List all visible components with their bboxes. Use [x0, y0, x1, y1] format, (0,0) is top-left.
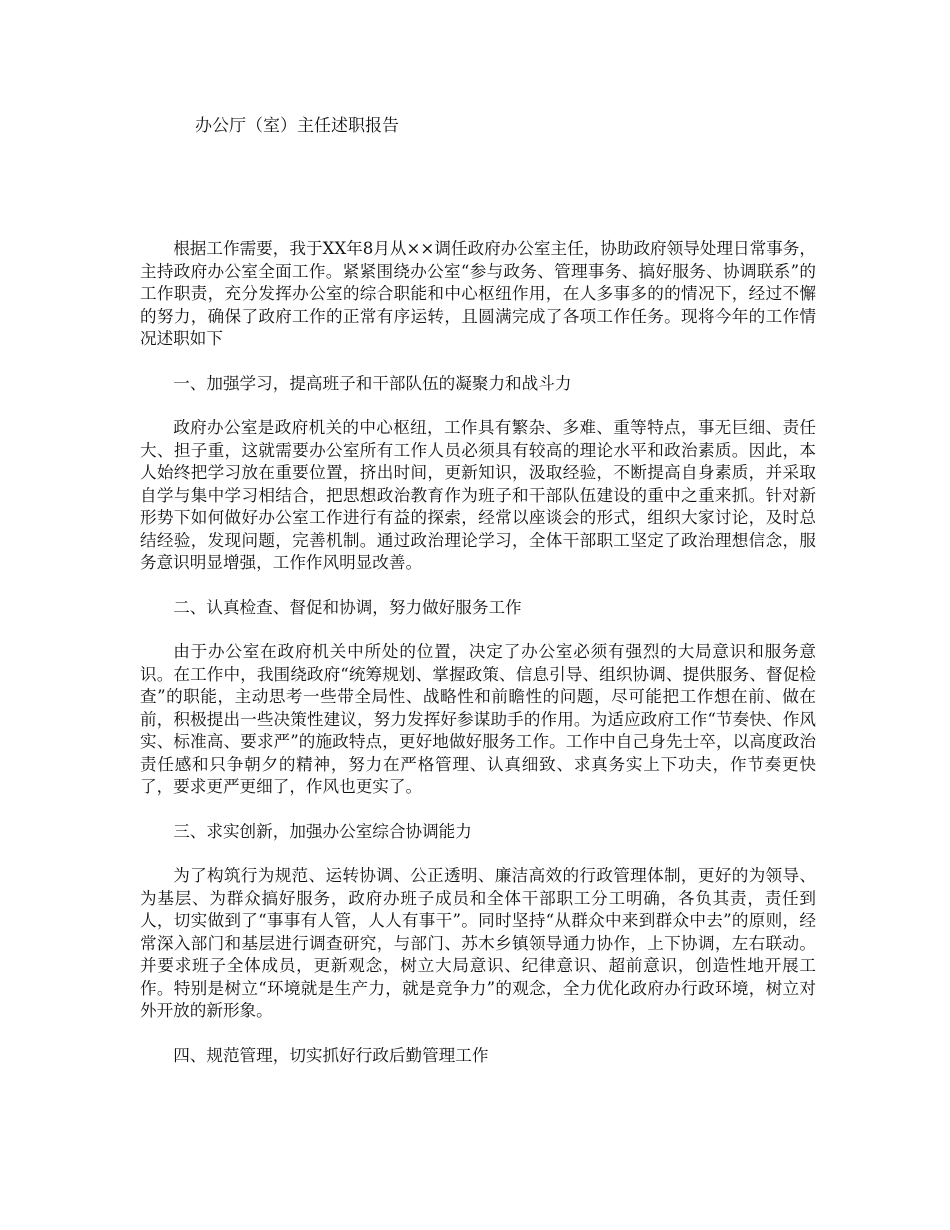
section-paragraph-2: 由于办公室在政府机关中所处的位置，决定了办公室必须有强烈的大局意识和服务意识。在工作中，我围绕政府“统筹规划、掌握政策、信息引导、组织协调、提供服务、督促检查”的职能，主动思考一些带全局性、战略性和前瞻性的问题，尽可能把工作想在前、做在前，积极提出一些决策性建议，努力发挥好参谋助手的作用。为适应政府工作“节奏快、作风实、标准高、要求严”的施政特点，更好地做好服务工作。工作中自己身先士卒，以高度政治责任感和只争朝夕的精神，努力在严格管理、认真细致、求真务实上下功夫，作节奏更快了，要求更严更细了，作风也更实了。 [140, 642, 816, 796]
section-paragraph-1: 政府办公室是政府机关的中心枢纽，工作具有繁杂、多难、重等特点，事无巨细、责任大、担子重，这就需要办公室所有工作人员必须具有较高的理论水平和政治素质。因此，本人始终把学习放在重要位置，挤出时间，更新知识，汲取经验，不断提高自身素质，并采取自学与集中学习相结合，把思想政治教育作为班子和干部队伍建设的重中之重来抓。针对新形势下如何做好办公室工作进行有益的探索，经常以座谈会的形式，组织大家讨论，及时总结经验，发现问题，完善机制。通过政治理论学习，全体干部职工坚定了政治理想信念，服务意识明显增强，工作作风明显改善。 [140, 418, 816, 572]
section-heading-4: 四、规范管理，切实抓好行政后勤管理工作 [173, 1045, 489, 1065]
intro-paragraph: 根据工作需要，我于XX年8月从××调任政府办公室主任，协助政府领导处理日常事务，主持政府办公室全面工作。紧紧围绕办公室“参与政务、管理事务、搞好服务、协调联系”的工作职责，充分发挥办公室的综合职能和中心枢纽作用，在人多事多的的情况下，经过不懈的努力，确保了政府工作的正常有序运转，且圆满完成了各项工作任务。现将今年的工作情况述职如下 [140, 239, 816, 348]
section-heading-3: 三、求实创新，加强办公室综合协调能力 [173, 821, 472, 841]
section-heading-1: 一、加强学习，提高班子和干部队伍的凝聚力和战斗力 [173, 373, 572, 393]
section-paragraph-3: 为了构筑行为规范、运转协调、公正透明、廉洁高效的行政管理体制，更好的为领导、为基层、为群众搞好服务，政府办班子成员和全体干部职工分工明确，各负其责，责任到人，切实做到了“事事有人管，人人有事干”。同时坚持“从群众中来到群众中去”的原则，经常深入部门和基层进行调查研究，与部门、苏木乡镇领导通力协作，上下协调，左右联动。并要求班子全体成员，更新观念，树立大局意识、纪律意识、超前意识，创造性地开展工作。特别是树立“环境就是生产力，就是竞争力”的观念，全力优化政府办行政环境，树立对外开放的新形象。 [140, 866, 816, 1020]
document-body [140, 238, 816, 1089]
document-title: 办公厅（室）主任述职报告 [195, 116, 399, 136]
section-heading-2: 二、认真检查、督促和协调，努力做好服务工作 [173, 597, 522, 617]
